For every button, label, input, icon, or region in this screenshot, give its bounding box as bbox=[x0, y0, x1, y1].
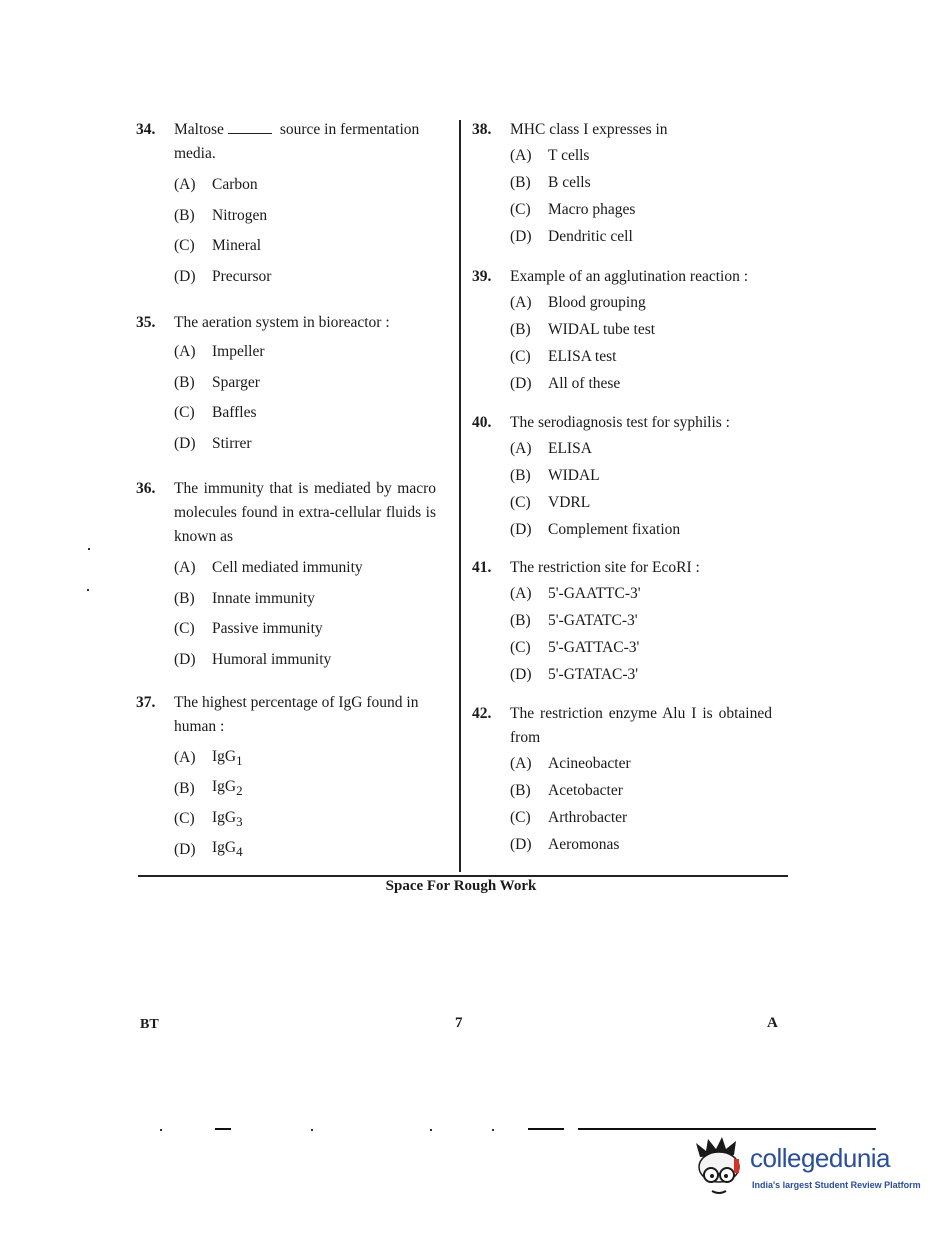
option-b: (B) WIDAL tube test bbox=[510, 320, 656, 338]
options-list bbox=[174, 170, 419, 292]
scan-line bbox=[215, 1128, 231, 1130]
question-42 bbox=[472, 702, 772, 858]
scan-line bbox=[578, 1128, 876, 1130]
footer-subject-code: BT bbox=[140, 1017, 159, 1032]
option-d: (D) All of these bbox=[510, 374, 621, 392]
option-d: (D) Complement fixation bbox=[510, 520, 681, 538]
question-39 bbox=[472, 265, 748, 397]
question-text: The restriction site for EcoRI : bbox=[510, 559, 700, 576]
footer-page-number: 7 bbox=[455, 1015, 463, 1031]
option-b: (B) Acetobacter bbox=[510, 781, 623, 799]
options-list bbox=[510, 142, 668, 250]
collegedunia-watermark bbox=[690, 1135, 930, 1205]
option-d: (D) Dendritic cell bbox=[510, 227, 633, 245]
options-list bbox=[510, 289, 748, 397]
question-number: 39. bbox=[472, 268, 492, 285]
options-list bbox=[174, 553, 436, 675]
option-c: (C) Mineral bbox=[174, 237, 262, 255]
option-c: (C) ELISA test bbox=[510, 347, 617, 365]
option-a: (A) ELISA bbox=[510, 439, 592, 457]
scan-dot bbox=[87, 589, 89, 591]
scan-line bbox=[528, 1128, 564, 1130]
scan-dot bbox=[311, 1129, 313, 1131]
option-d: (D) Aeromonas bbox=[510, 835, 620, 853]
question-number: 42. bbox=[472, 705, 492, 722]
question-text-line2: media. bbox=[174, 145, 216, 162]
option-d: (D) 5'-GTATAC-3' bbox=[510, 665, 639, 683]
question-text: The immunity that is mediated by macro molecules found in extra-cellular fluids is known as bbox=[174, 480, 436, 545]
question-number: 34. bbox=[136, 121, 156, 138]
option-b: (B) IgG$_2$ bbox=[174, 778, 243, 799]
question-40 bbox=[472, 411, 730, 543]
option-a: (A) Carbon bbox=[174, 176, 258, 194]
scan-dot bbox=[492, 1129, 494, 1131]
options-list bbox=[174, 337, 390, 459]
column-divider bbox=[459, 120, 461, 872]
question-34 bbox=[136, 118, 419, 292]
question-text: The highest percentage of IgG found in human : bbox=[174, 694, 419, 735]
question-41 bbox=[472, 556, 700, 688]
option-d: (D) Stirrer bbox=[174, 434, 252, 452]
question-36 bbox=[136, 477, 436, 675]
option-b: (B) 5'-GATATC-3' bbox=[510, 611, 638, 629]
option-c: (C) 5'-GATTAC-3' bbox=[510, 638, 640, 656]
option-b: (B) B cells bbox=[510, 173, 591, 191]
scan-dot bbox=[88, 548, 90, 550]
question-text: MHC class I expresses in bbox=[510, 121, 668, 138]
option-a: (A) IgG$_1$ bbox=[174, 747, 243, 768]
option-a: (A) Cell mediated immunity bbox=[174, 559, 363, 577]
question-text: Maltose bbox=[174, 121, 224, 138]
option-d: (D) Humoral immunity bbox=[174, 650, 332, 668]
option-b: (B) Nitrogen bbox=[174, 206, 268, 224]
question-37 bbox=[136, 691, 436, 865]
mascot-logo-icon bbox=[690, 1135, 748, 1197]
options-list bbox=[510, 750, 772, 858]
section-divider bbox=[138, 875, 788, 877]
question-number: 40. bbox=[472, 414, 492, 431]
question-text-cont: source in fermentation bbox=[279, 121, 420, 138]
scan-dot bbox=[160, 1129, 162, 1131]
question-text: Example of an agglutination reaction : bbox=[510, 268, 749, 285]
options-list bbox=[510, 580, 700, 688]
brand-name: collegedunia bbox=[750, 1143, 891, 1173]
option-a: (A) Blood grouping bbox=[510, 293, 646, 311]
option-c: (C) VDRL bbox=[510, 493, 591, 511]
brand-tagline: India's largest Student Review Platform bbox=[752, 1180, 921, 1190]
option-c: (C) IgG$_3$ bbox=[174, 808, 243, 829]
option-a: (A) Impeller bbox=[174, 343, 265, 361]
option-a: (A) 5'-GAATTC-3' bbox=[510, 584, 641, 602]
option-b: (B) WIDAL bbox=[510, 466, 600, 484]
option-a: (A) Acineobacter bbox=[510, 754, 631, 772]
option-a: (A) T cells bbox=[510, 146, 590, 164]
question-text: The serodiagnosis test for syphilis : bbox=[510, 414, 730, 431]
question-number: 36. bbox=[136, 480, 156, 497]
question-text: The aeration system in bioreactor : bbox=[174, 314, 390, 331]
question-text: The restriction enzyme Alu I is obtained from bbox=[510, 705, 772, 746]
options-list bbox=[510, 435, 730, 543]
option-c: (C) Macro phages bbox=[510, 200, 636, 218]
option-c: (C) Baffles bbox=[174, 404, 257, 422]
question-number: 41. bbox=[472, 559, 492, 576]
option-d: (D) Precursor bbox=[174, 267, 272, 285]
option-b: (B) Innate immunity bbox=[174, 589, 315, 607]
option-c: (C) Passive immunity bbox=[174, 620, 323, 638]
question-38 bbox=[472, 118, 668, 250]
fill-blank bbox=[228, 133, 272, 134]
question-number: 37. bbox=[136, 694, 156, 711]
options-list bbox=[174, 743, 436, 865]
option-c: (C) Arthrobacter bbox=[510, 808, 628, 826]
option-d: (D) IgG$_4$ bbox=[174, 839, 243, 860]
question-number: 38. bbox=[472, 121, 492, 138]
option-b: (B) Sparger bbox=[174, 373, 260, 391]
scan-dot bbox=[430, 1129, 432, 1131]
question-number: 35. bbox=[136, 314, 156, 331]
rough-work-label: Space For Rough Work bbox=[385, 878, 537, 894]
question-35 bbox=[136, 311, 390, 459]
footer-version: A bbox=[767, 1015, 778, 1031]
